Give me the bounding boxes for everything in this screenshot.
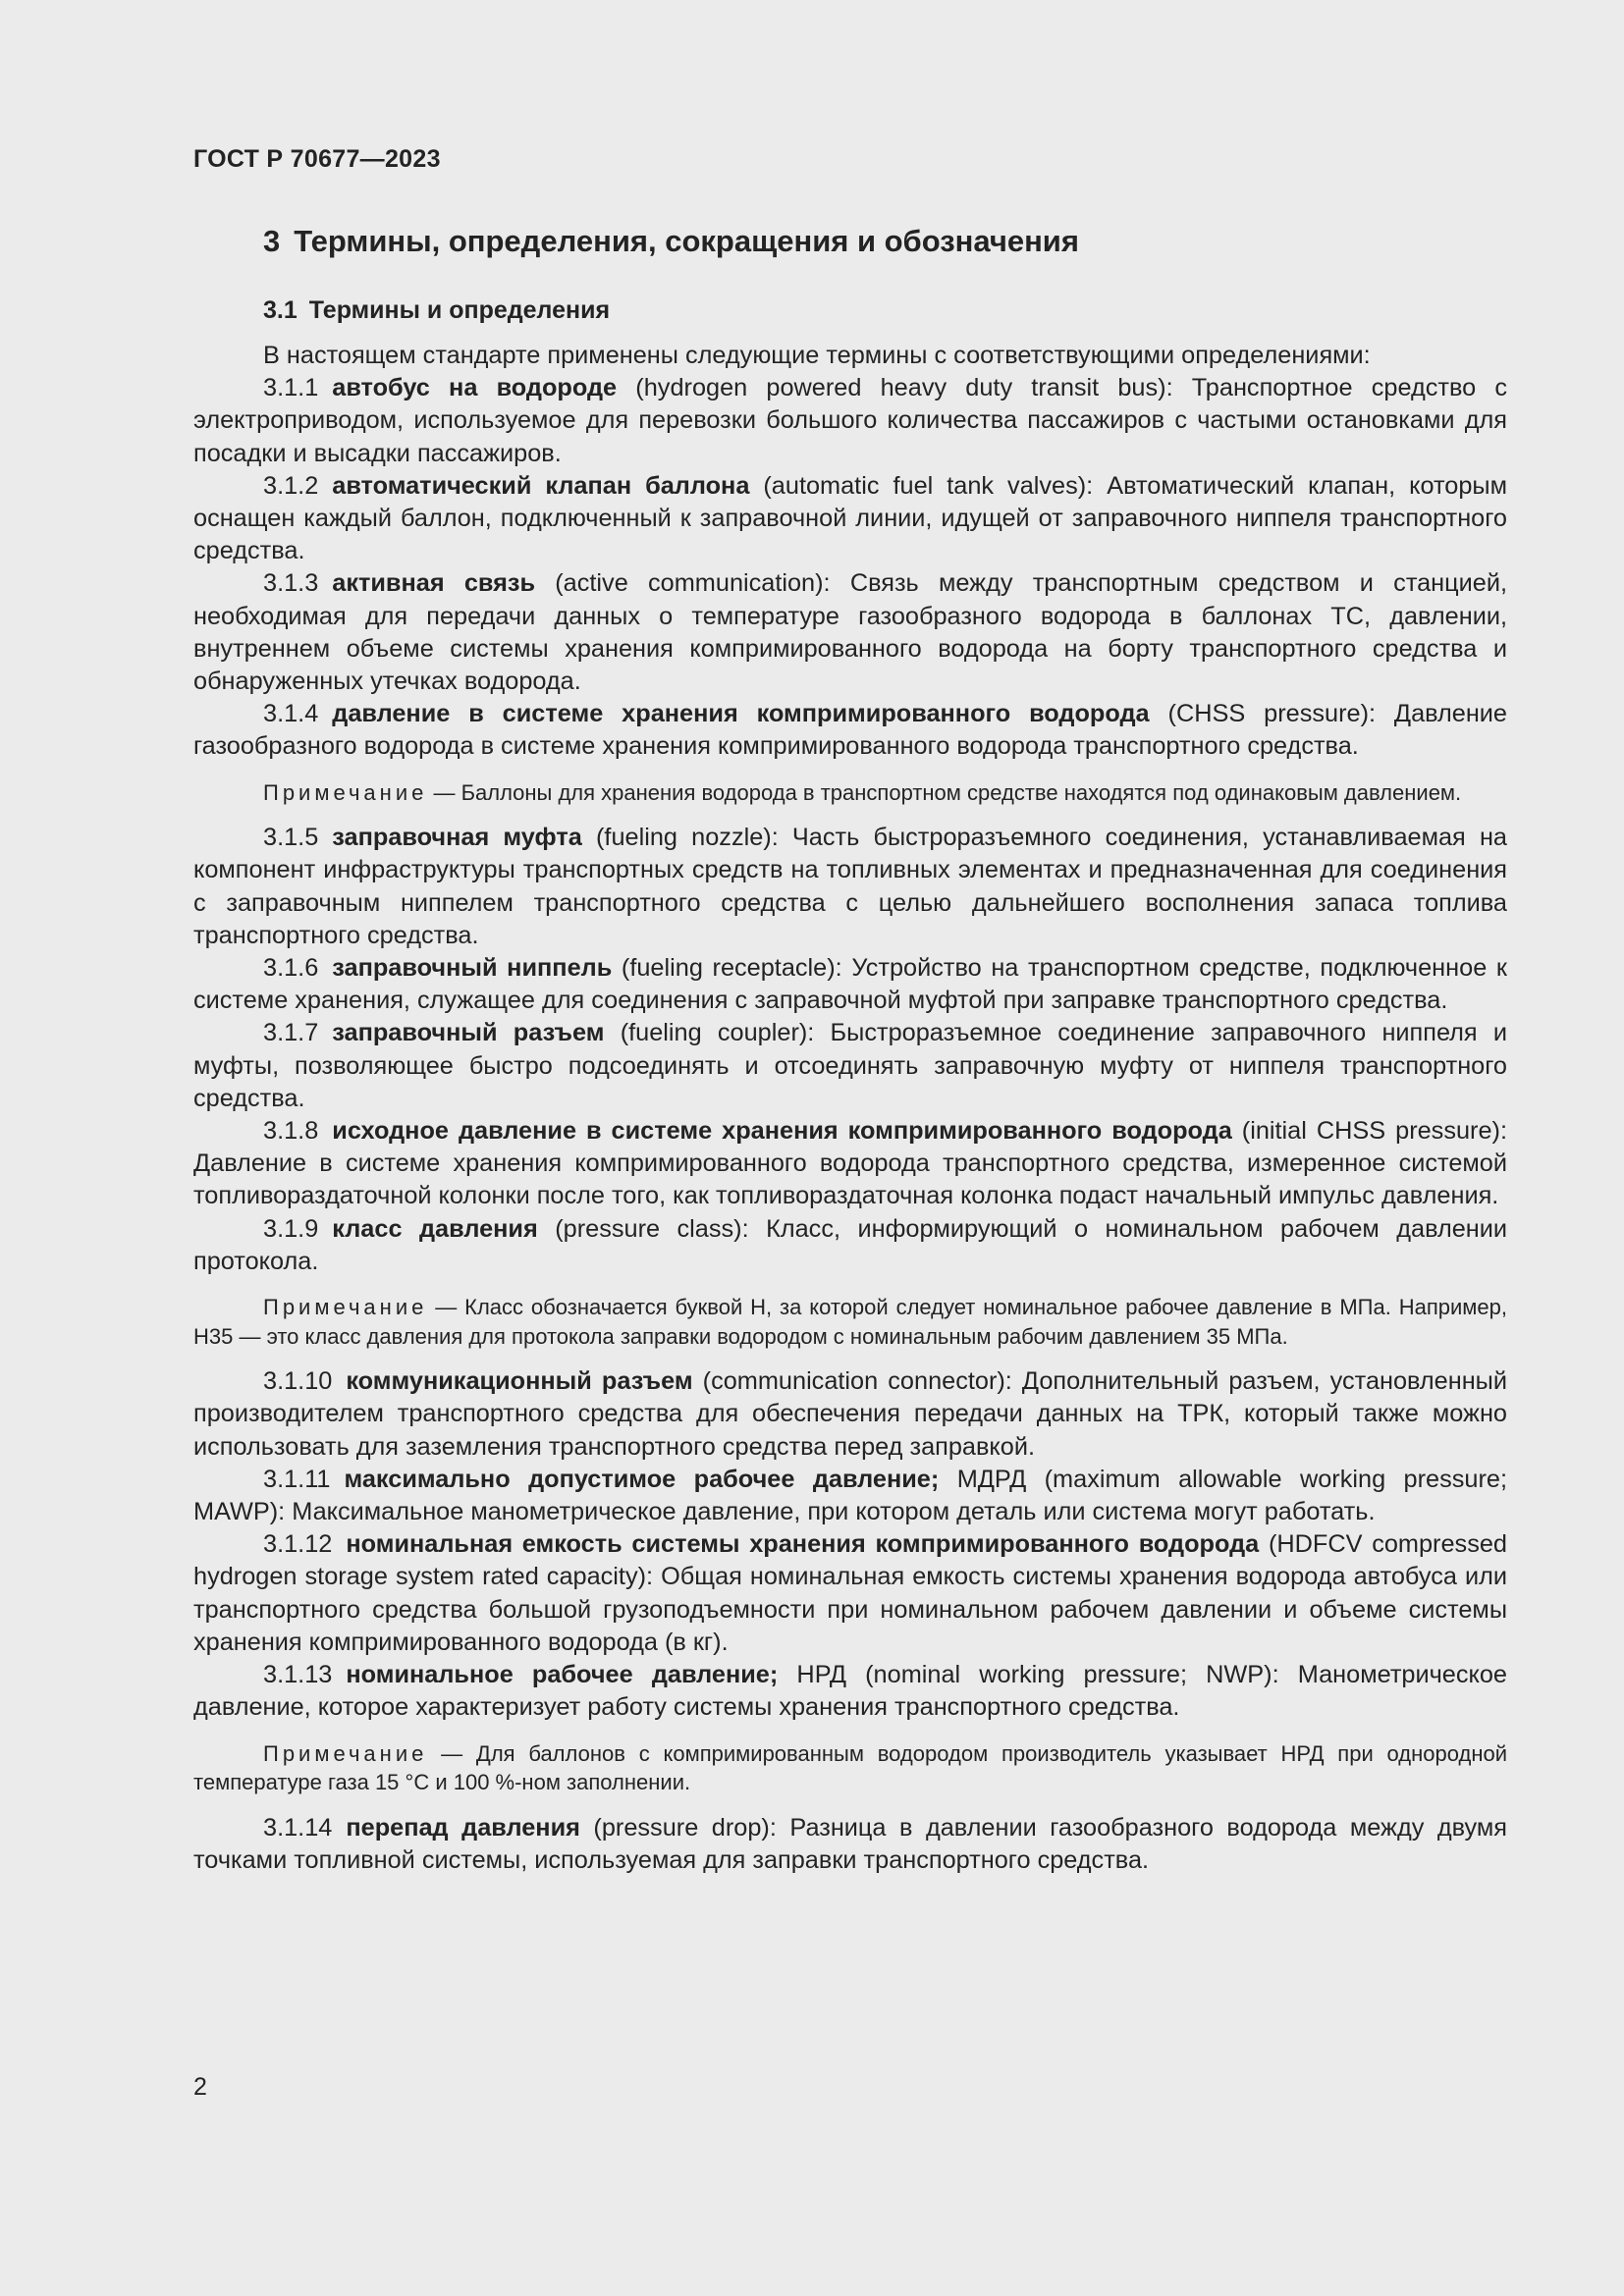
term-definition: (active communication): Связь между транспортным средством и станцией, необходимая для передачи данных о температуре газообразного водорода в баллонах ТС, давлении, внутреннем объеме системы хранения компримированного водорода на борту транспортного средства и обнаруженных утечках водорода.: [193, 569, 1508, 696]
term-definition: (fueling coupler): Быстроразъемное соединение заправочного ниппеля и муфты, позволяющее быстро подсоединять и отсоединять заправочную муфту от ниппеля транспортного средства.: [193, 1019, 1507, 1112]
term-3-1-3: [193, 567, 1507, 698]
term-name: перепад давления: [346, 1813, 580, 1842]
term-3-1-9: [193, 1213, 1507, 1278]
term-name: класс давления: [332, 1214, 538, 1243]
term-name: автобус на водороде: [332, 374, 618, 402]
section-number: 3: [263, 224, 281, 258]
term-name: автоматический клапан баллона: [332, 471, 750, 500]
term-number: 3.1.11: [263, 1465, 331, 1493]
term-name: заправочный ниппель: [332, 954, 613, 983]
term-3-1-7: [193, 1017, 1507, 1115]
term-number: 3.1.10: [263, 1367, 333, 1396]
term-name: заправочный разъем: [332, 1019, 605, 1047]
term-3-1-11: [193, 1464, 1507, 1528]
term-3-1-10: [193, 1365, 1507, 1464]
term-number: 3.1.2: [263, 471, 319, 500]
term-name: номинальное рабочее давление;: [346, 1661, 779, 1689]
term-definition: (CHSS pressure): Давление газообразного водорода в системе хранения компримированного водорода транспортного средства.: [193, 700, 1507, 761]
term-number: 3.1.3: [263, 569, 319, 598]
note-label: Примечание: [263, 1740, 428, 1766]
term-number: 3.1.5: [263, 824, 319, 852]
term-3-1-12: [193, 1528, 1507, 1659]
subsection-number: 3.1: [263, 296, 298, 324]
section-title: [263, 224, 1079, 259]
term-number: 3.1.1: [263, 374, 319, 402]
note-label: Примечание: [263, 1295, 428, 1320]
note-text: — Для баллонов с компримированным водородом производитель указывает НРД при однородной температуре газа 15 °С и 100 %-ном заполнении.: [193, 1740, 1507, 1795]
term-3-1-14: [193, 1812, 1507, 1877]
term-definition: (automatic fuel tank valves): Автоматический клапан, которым оснащен каждый баллон, подключенный к заправочной линии, идущей от заправочного ниппеля транспортного средства.: [193, 471, 1507, 565]
term-number: 3.1.7: [263, 1019, 319, 1047]
document-body: [193, 340, 1507, 1877]
term-3-1-13: [193, 1659, 1507, 1724]
term-3-1-4: [193, 698, 1507, 763]
term-definition: (HDFCV compressed hydrogen storage system rated capacity): Общая номинальная емкость системы хранения водорода автобуса или транспортного средства большой грузоподъемности при номинальном рабочем давлении и объеме системы хранения компримированного водорода (в кг).: [193, 1530, 1507, 1656]
note-text: — Класс обозначается буквой Н, за которой следует номинальное рабочее давление в МПа. Например, Н35 — это класс давления для протокола заправки водородом с номинальным рабочим давлением 35 МПа.: [193, 1295, 1507, 1349]
term-name: исходное давление в системе хранения компримированного водорода: [332, 1117, 1232, 1146]
term-name: давление в системе хранения компримированного водорода: [332, 700, 1150, 728]
subsection-title-text: Термины и определения: [308, 296, 611, 324]
term-definition: (pressure drop): Разница в давлении газообразного водорода между двумя точками топливной системы, используемая для заправки транспортного средства.: [193, 1813, 1507, 1874]
term-3-1-2: [193, 470, 1507, 568]
term-number: 3.1.6: [263, 954, 319, 983]
term-name: активная связь: [332, 569, 536, 598]
term-definition: МДРД (maximum allowable working pressure; MAWP): Максимальное манометрическое давление, при котором деталь или система могут работать.: [193, 1465, 1507, 1526]
term-number: 3.1.13: [263, 1661, 333, 1689]
note-1: [193, 778, 1507, 808]
term-number: 3.1.12: [263, 1530, 333, 1559]
note-2: [193, 1293, 1507, 1351]
subsection-title: [263, 296, 610, 325]
page-number: 2: [193, 2073, 207, 2101]
note-label: Примечание: [263, 779, 428, 805]
term-3-1-6: [193, 952, 1507, 1017]
term-definition: (hydrogen powered heavy duty transit bus): Транспортное средство с электроприводом, используемое для перевозки большого количества пассажиров с частыми остановками для посадки и высадки пассажиров.: [193, 374, 1507, 467]
note-text: — Баллоны для хранения водорода в транспортном средстве находятся под одинаковым давлением.: [427, 779, 1462, 805]
term-name: максимально допустимое рабочее давление;: [344, 1465, 940, 1493]
term-definition: (communication connector): Дополнительный разъем, установленный производителем транспортного средства для обеспечения передачи данных на ТРК, который также можно использовать для заземления транспортного средства перед заправкой.: [193, 1367, 1507, 1461]
term-3-1-5: [193, 822, 1507, 952]
term-definition: (fueling receptacle): Устройство на транспортном средстве, подключенное к системе хранения, служащее для соединения с заправочной муфтой при заправке транспортного средства.: [193, 954, 1507, 1015]
term-name: заправочная муфта: [332, 824, 582, 852]
document-header: ГОСТ Р 70677—2023: [193, 145, 441, 173]
term-definition: (initial CHSS pressure): Давление в системе хранения компримированного водорода транспортного средства, измеренное системой топливораздаточной колонки после того, как топливораздаточная колонка подаст начальный импульс давления.: [193, 1117, 1507, 1210]
term-name: номинальная емкость системы хранения компримированного водорода: [346, 1530, 1260, 1559]
note-3: [193, 1739, 1507, 1797]
term-definition: (pressure class): Класс, информирующий о номинальном рабочем давлении протокола.: [193, 1214, 1508, 1275]
term-name: коммуникационный разъем: [346, 1367, 693, 1396]
intro-paragraph: В настоящем стандарте применены следующие термины с соответствующими определениями:: [263, 342, 1371, 369]
term-definition: (fueling nozzle): Часть быстроразъемного соединения, устанавливаемая на компонент инфраструктуры транспортных средств на топливных элементах и предназначенная для соединения с заправочным ниппелем транспортного средства с целью дальнейшего восполнения запаса топлива транспортного средства.: [193, 824, 1507, 949]
term-3-1-1: [193, 372, 1507, 470]
term-number: 3.1.4: [263, 700, 319, 728]
term-number: 3.1.9: [263, 1214, 319, 1243]
term-number: 3.1.8: [263, 1117, 319, 1146]
term-definition: НРД (nominal working pressure; NWP): Манометрическое давление, которое характеризует работу системы хранения транспортного средства.: [193, 1661, 1507, 1722]
term-3-1-8: [193, 1115, 1507, 1213]
section-title-text: Термины, определения, сокращения и обозначения: [294, 224, 1079, 258]
term-number: 3.1.14: [263, 1813, 333, 1842]
